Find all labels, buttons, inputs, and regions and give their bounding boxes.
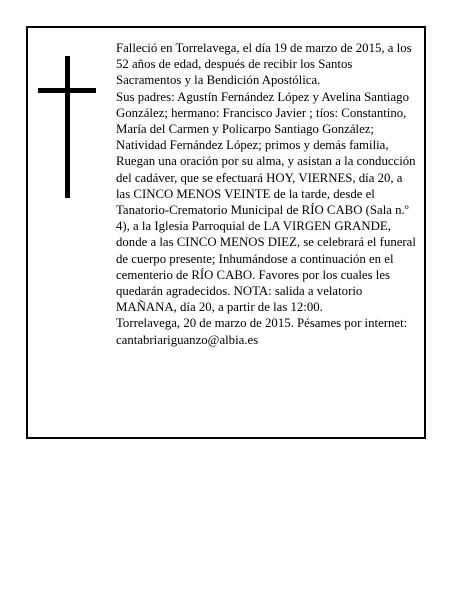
death-announcement: Falleció en Torrelavega, el día 19 de marzo de 2015, a los 52 años de edad, después de recibir los Santos Sacramentos y la Bendición Apostólica.: [116, 41, 412, 88]
family-list: Sus padres: Agustín Fernández López y Avelina Santiago González; hermano: Francisco Javier ; tíos: Constantino, María del Carmen y Policarpo Santiago González; Natividad Fernández López; primos y demás familia,: [116, 89, 409, 153]
cross-horizontal-bar: [38, 88, 96, 93]
cross-vertical-bar: [65, 56, 70, 198]
funeral-details: Ruegan una oración por su alma, y asistan a la conducción del cadáver, que se efectuará HOY, VIERNES, día 20, a las CINCO MENOS VEINTE de la tarde, desde el Tanatorio-Crematorio Municipal de RÍO CABO (Sala n.º 4), a la Iglesia Parroquial de LA VIRGEN GRANDE, donde a las CINCO MENOS DIEZ, se celebrará el funeral de cuerpo presente; Inhumándose a continuación en el cementerio de RÍO CABO. Favores por los cuales les quedarán agradecidos. NOTA: salida a velatorio MAÑANA, día 20, a partir de las 12:00.: [116, 154, 416, 315]
notice-text: [116, 40, 416, 348]
cross-icon: [38, 56, 96, 198]
date-and-contact: Torrelavega, 20 de marzo de 2015. Pésames por internet: cantabriariguanzo@albia.es: [116, 316, 408, 347]
obituary-notice: [26, 26, 426, 439]
